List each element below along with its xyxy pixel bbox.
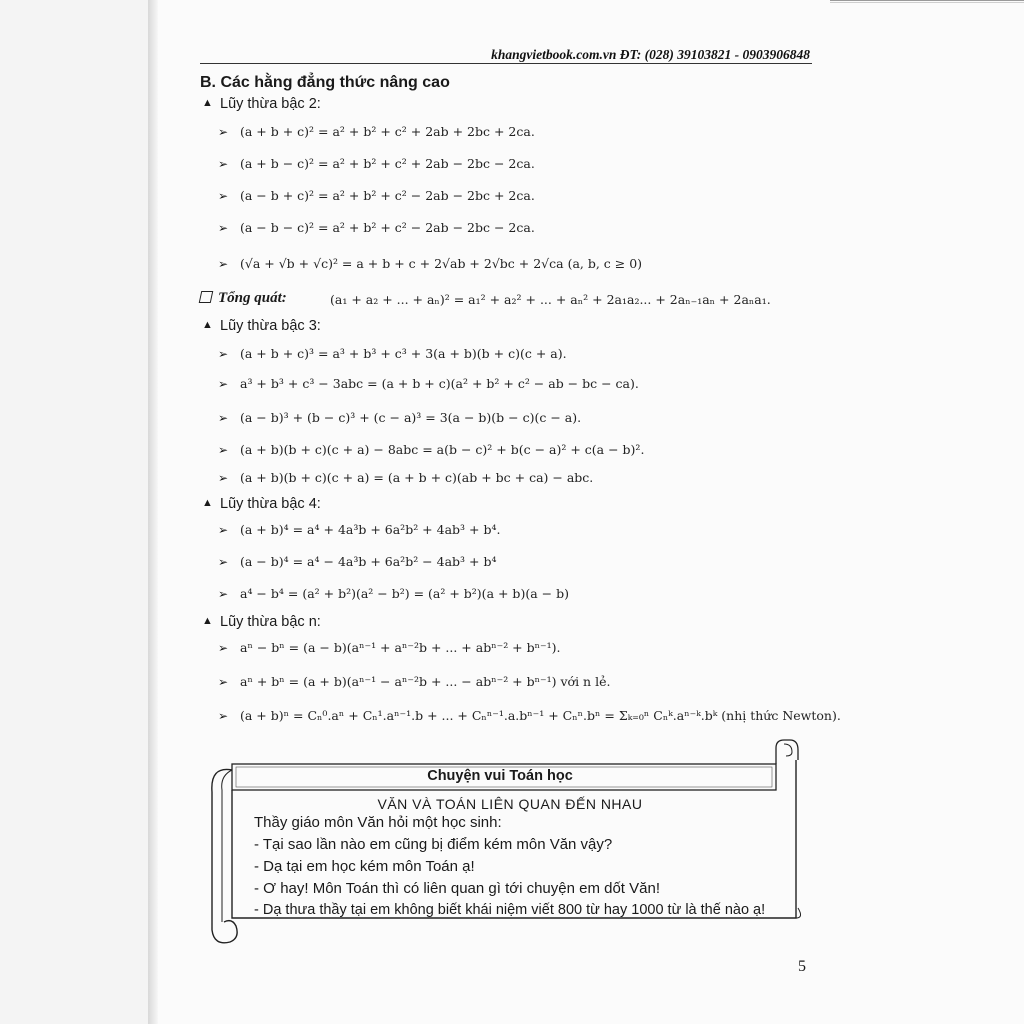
- formula-text: (a − b)³ + (b − c)³ + (c − a)³ = 3(a − b)(b − c)(c − a).: [240, 410, 582, 425]
- subsection-power2: [202, 96, 321, 112]
- story-line: - Dạ thưa thầy tại em không biết khái niệm viết 800 từ hay 1000 từ là thế nào ạ!: [254, 902, 766, 918]
- formula-text: (a + b)⁴ = a⁴ + 4a³b + 6a²b² + 4ab³ + b⁴.: [240, 522, 501, 537]
- formula-text: (a + b)(b + c)(c + a) − 8abc = a(b − c)² + b(c − a)² + c(a − b)².: [240, 442, 645, 457]
- story-title: Chuyện vui Toán học: [427, 768, 573, 784]
- caret-icon: ▲: [202, 319, 213, 331]
- formula-row: [218, 410, 581, 425]
- story-line: - Ơ hay! Môn Toán thì có liên quan gì tới chuyện em dốt Văn!: [254, 880, 660, 897]
- square-bullet-icon: [199, 291, 214, 303]
- arrow-bullet-icon: ➢: [218, 125, 229, 139]
- subsection-label: Lũy thừa bậc 2:: [220, 96, 321, 112]
- formula-text: (a + b − c)² = a² + b² + c² + 2ab − 2bc − 2ca.: [240, 156, 535, 171]
- formula-text: aⁿ − bⁿ = (a − b)(aⁿ⁻¹ + aⁿ⁻²b + ... + abⁿ⁻² + bⁿ⁻¹).: [240, 640, 561, 655]
- formula-row: [218, 220, 535, 235]
- formula-text: aⁿ + bⁿ = (a + b)(aⁿ⁻¹ − aⁿ⁻²b + ... − abⁿ⁻² + bⁿ⁻¹) với n lẻ.: [240, 674, 611, 689]
- formula-row: [218, 442, 644, 457]
- general-label-row: [200, 290, 287, 307]
- subsection-label: Lũy thừa bậc n:: [220, 614, 321, 630]
- caret-icon: ▲: [202, 497, 213, 509]
- story-line: Thầy giáo môn Văn hỏi một học sinh:: [254, 814, 502, 831]
- arrow-bullet-icon: ➢: [218, 257, 229, 271]
- formula-text: (a + b)ⁿ = Cₙ⁰.aⁿ + Cₙ¹.aⁿ⁻¹.b + ... + Cₙⁿ⁻¹.a.bⁿ⁻¹ + Cₙⁿ.bⁿ = Σₖ₌₀ⁿ Cₙᵏ.aⁿ⁻ᵏ.bᵏ (nhị thức Newton).: [240, 708, 841, 723]
- formula-row: [218, 708, 841, 723]
- arrow-bullet-icon: ➢: [218, 523, 229, 537]
- top-edge-line-thin: [830, 2, 1024, 3]
- top-edge-line: [830, 0, 1024, 1]
- formula-row: [218, 156, 535, 171]
- arrow-bullet-icon: ➢: [218, 587, 229, 601]
- formula-row: [218, 674, 610, 689]
- arrow-bullet-icon: ➢: [218, 157, 229, 171]
- formula-row: [218, 376, 639, 391]
- formula-text: a³ + b³ + c³ − 3abc = (a + b + c)(a² + b² + c² − ab − bc − ca).: [240, 376, 639, 391]
- subsection-power3: [202, 318, 321, 334]
- arrow-bullet-icon: ➢: [218, 675, 229, 689]
- page-header: khangvietbook.com.vn ĐT: (028) 39103821 - 0903906848: [491, 47, 810, 62]
- subsection-label: Lũy thừa bậc 3:: [220, 318, 321, 334]
- formula-row: [218, 256, 642, 271]
- arrow-bullet-icon: ➢: [218, 347, 229, 361]
- formula-text: (√a + √b + √c)² = a + b + c + 2√ab + 2√bc + 2√ca (a, b, c ≥ 0): [240, 256, 643, 271]
- formula-text: (a + b + c)³ = a³ + b³ + c³ + 3(a + b)(b + c)(c + a).: [240, 346, 567, 361]
- arrow-bullet-icon: ➢: [218, 471, 229, 485]
- general-label: Tổng quát:: [218, 290, 287, 306]
- arrow-bullet-icon: ➢: [218, 221, 229, 235]
- arrow-bullet-icon: ➢: [218, 555, 229, 569]
- formula-row: [218, 124, 535, 139]
- formula-row: [218, 640, 561, 655]
- story-line: - Dạ tại em học kém môn Toán ạ!: [254, 858, 475, 875]
- formula-text: a⁴ − b⁴ = (a² + b²)(a² − b²) = (a² + b²)(a + b)(a − b): [240, 586, 569, 601]
- arrow-bullet-icon: ➢: [218, 377, 229, 391]
- header-rule: [200, 63, 812, 64]
- formula-row: [218, 346, 567, 361]
- formula-row: [218, 586, 569, 601]
- arrow-bullet-icon: ➢: [218, 411, 229, 425]
- story-line: - Tại sao lần nào em cũng bị điểm kém môn Văn vậy?: [254, 836, 613, 853]
- subsection-power4: [202, 496, 321, 512]
- formula-text: (a + b)(b + c)(c + a) = (a + b + c)(ab + bc + ca) − abc.: [240, 470, 594, 485]
- general-formula: (a₁ + a₂ + ... + aₙ)² = a₁² + a₂² + ... + aₙ² + 2a₁a₂... + 2aₙ₋₁aₙ + 2aₙa₁.: [330, 292, 771, 307]
- formula-text: (a − b − c)² = a² + b² + c² − 2ab − 2bc − 2ca.: [240, 220, 535, 235]
- arrow-bullet-icon: ➢: [218, 189, 229, 203]
- page-number: 5: [798, 958, 806, 975]
- caret-icon: ▲: [202, 615, 213, 627]
- arrow-bullet-icon: ➢: [218, 641, 229, 655]
- page-gutter: [148, 0, 158, 1024]
- formula-row: [218, 188, 535, 203]
- story-subtitle: VĂN VÀ TOÁN LIÊN QUAN ĐẾN NHAU: [377, 796, 643, 812]
- section-title: B. Các hằng đẳng thức nâng cao: [200, 74, 450, 91]
- formula-row: [218, 522, 500, 537]
- subsection-label: Lũy thừa bậc 4:: [220, 496, 321, 512]
- formula-row: [218, 554, 496, 569]
- formula-text: (a − b)⁴ = a⁴ − 4a³b + 6a²b² − 4ab³ + b⁴: [240, 554, 497, 569]
- caret-icon: ▲: [202, 97, 213, 109]
- formula-text: (a + b + c)² = a² + b² + c² + 2ab + 2bc + 2ca.: [240, 124, 535, 139]
- formula-text: (a − b + c)² = a² + b² + c² − 2ab − 2bc + 2ca.: [240, 188, 535, 203]
- arrow-bullet-icon: ➢: [218, 443, 229, 457]
- formula-row: [218, 470, 593, 485]
- subsection-powern: [202, 614, 321, 630]
- arrow-bullet-icon: ➢: [218, 709, 229, 723]
